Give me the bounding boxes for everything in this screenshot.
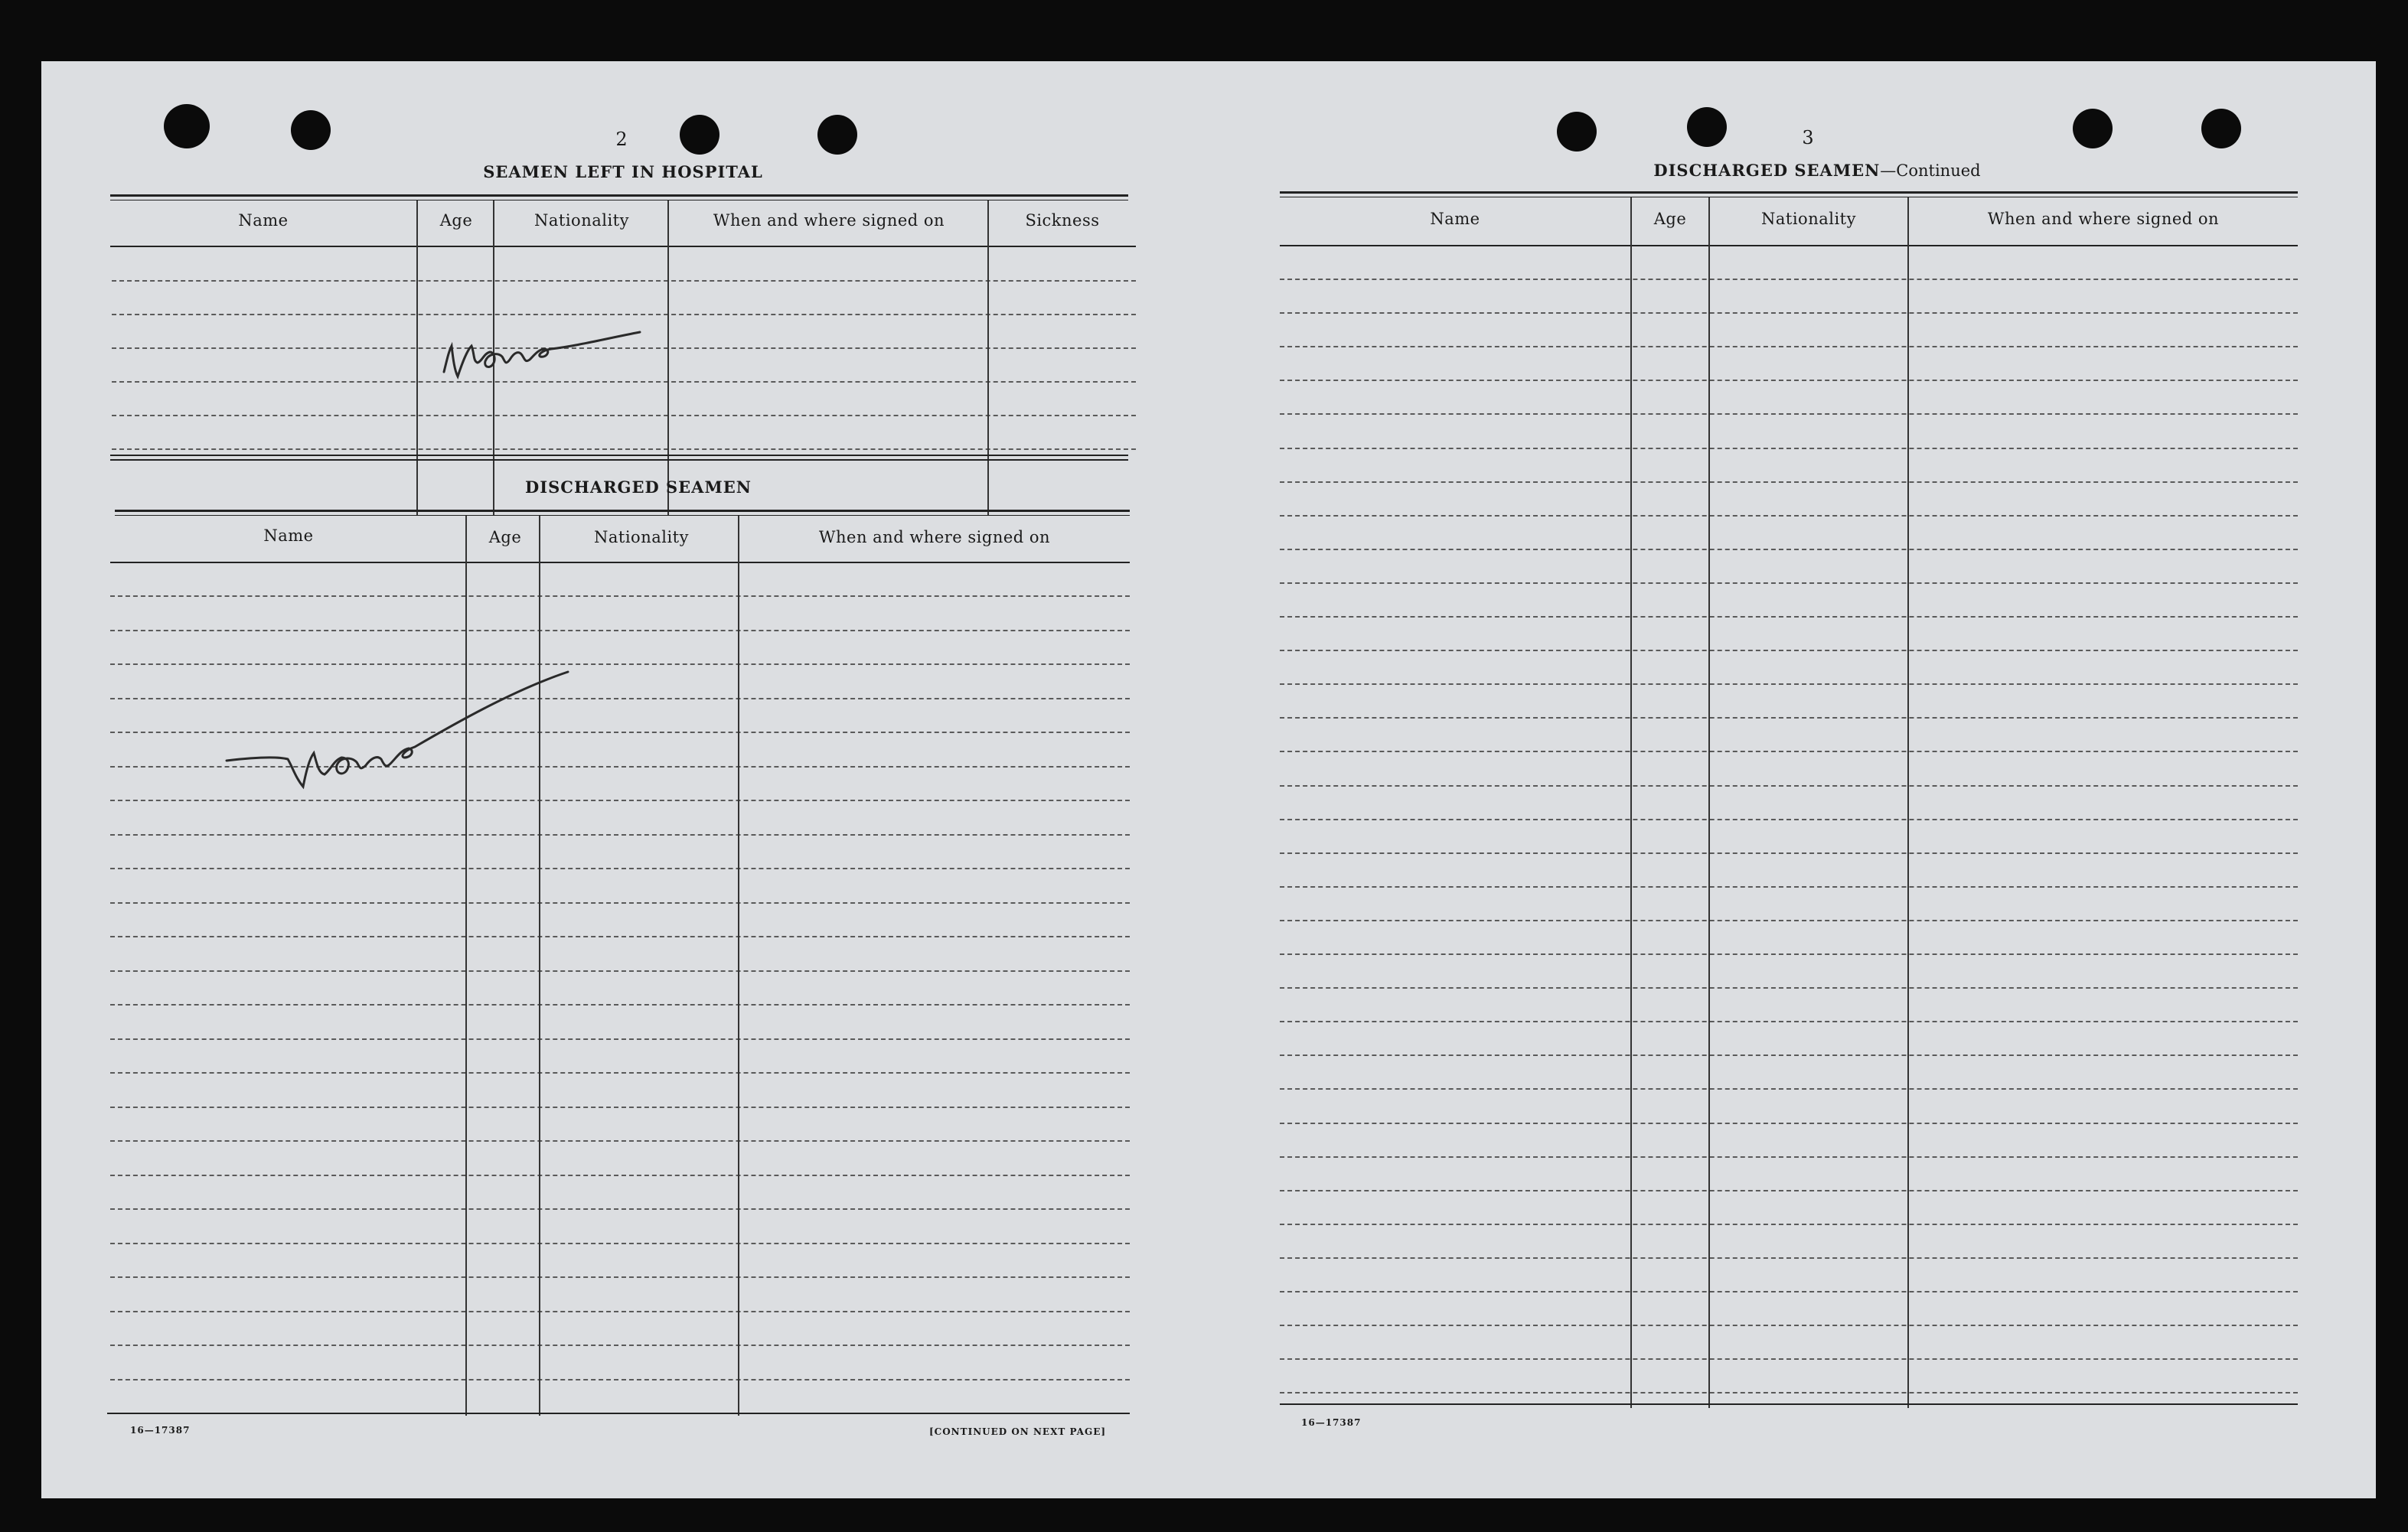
ruled-row-line <box>1280 1190 2298 1191</box>
ruled-row-line <box>1280 413 2298 415</box>
ruled-row-line <box>112 280 1136 282</box>
right-top-rule <box>1280 191 2298 194</box>
ruled-row-line <box>1280 1358 2298 1360</box>
continued-on-next-page: [CONTINUED ON NEXT PAGE] <box>929 1426 1107 1437</box>
ruled-row-line <box>112 415 1136 416</box>
punch-hole <box>817 115 857 155</box>
ruled-row-line <box>110 595 1130 597</box>
hospital-section-title: SEAMEN LEFT IN HOSPITAL <box>483 162 763 181</box>
ruled-row-line <box>110 1311 1130 1312</box>
handwritten-none-hospital <box>439 306 684 406</box>
punch-hole <box>2201 109 2241 148</box>
ruled-row-line <box>110 1004 1130 1006</box>
discharged-header-rule <box>110 562 1130 563</box>
ruled-row-line <box>110 1175 1130 1176</box>
ruled-row-line <box>1280 582 2298 584</box>
ruled-row-line <box>110 1038 1130 1040</box>
right-col-signed-on: When and where signed on <box>1987 210 2220 228</box>
ruled-row-line <box>1280 751 2298 752</box>
right-page-number: 3 <box>1802 127 1814 148</box>
hospital-col-sickness: Sickness <box>1025 211 1100 230</box>
left-page-number: 2 <box>615 129 628 150</box>
discharged-bottom-rule <box>107 1413 1130 1414</box>
right-header-rule <box>1280 245 2298 246</box>
ruled-row-line <box>1280 819 2298 820</box>
punch-hole <box>164 104 210 148</box>
ruled-row-line <box>112 448 1136 450</box>
ruled-row-line <box>110 1345 1130 1346</box>
ruled-row-line <box>1280 279 2298 280</box>
discharged-col-name: Name <box>263 526 314 545</box>
ruled-row-line <box>1280 987 2298 989</box>
ruled-row-line <box>1280 1156 2298 1158</box>
discharged-col-signed-on: When and where signed on <box>818 528 1051 546</box>
ruled-row-line <box>110 1208 1130 1210</box>
right-form-code: 16—17387 <box>1301 1417 1362 1428</box>
ruled-row-line <box>1280 1224 2298 1225</box>
ruled-row-line <box>1280 785 2298 787</box>
ruled-row-line <box>1280 346 2298 347</box>
hospital-bottom-rule <box>110 455 1128 456</box>
hospital-top-rule <box>110 194 1128 197</box>
ruled-row-line <box>1280 953 2298 955</box>
discharged-continued-title-main: DISCHARGED SEAMEN <box>1653 161 1881 180</box>
ruled-row-line <box>1280 1291 2298 1292</box>
ruled-row-line <box>110 630 1130 631</box>
discharged-continued-title <box>1534 161 2100 180</box>
ruled-row-line <box>1280 1123 2298 1124</box>
ruled-row-line <box>1280 549 2298 550</box>
ruled-row-line <box>110 1140 1130 1142</box>
discharged-col-age: Age <box>488 528 522 546</box>
ruled-row-line <box>110 1243 1130 1244</box>
ruled-row-line <box>110 970 1130 972</box>
punch-hole <box>1557 112 1597 152</box>
ruled-row-line <box>110 1276 1130 1278</box>
hospital-col-nationality: Nationality <box>534 211 629 230</box>
handwritten-none-discharged <box>222 637 574 820</box>
ruled-row-line <box>1280 1088 2298 1090</box>
punch-hole <box>680 115 719 155</box>
hospital-col-signed-on: When and where signed on <box>713 211 945 230</box>
ruled-row-line <box>1280 1392 2298 1393</box>
hospital-header-rule <box>110 246 1136 247</box>
ruled-row-line <box>1280 683 2298 685</box>
hospital-col-name: Name <box>238 211 289 230</box>
right-col-name: Name <box>1430 210 1480 228</box>
hospital-col-age: Age <box>439 211 473 230</box>
ruled-row-line <box>1280 380 2298 381</box>
ruled-row-line <box>1280 886 2298 888</box>
ruled-row-line <box>1280 1325 2298 1326</box>
ruled-row-line <box>1280 650 2298 651</box>
ruled-row-line <box>1280 920 2298 921</box>
ruled-row-line <box>110 1072 1130 1074</box>
ruled-row-line <box>1280 312 2298 314</box>
ruled-row-line <box>1280 448 2298 449</box>
ruled-row-line <box>1280 1054 2298 1056</box>
punch-hole <box>1687 107 1727 147</box>
right-bottom-rule <box>1280 1403 2298 1405</box>
ruled-row-line <box>110 902 1130 904</box>
ruled-row-line <box>110 1107 1130 1108</box>
punch-hole <box>291 110 331 150</box>
ruled-row-line <box>110 834 1130 836</box>
punch-hole <box>2073 109 2113 148</box>
discharged-section-title: DISCHARGED SEAMEN <box>525 478 752 497</box>
right-col-nationality: Nationality <box>1761 210 1856 228</box>
discharged-top-rule <box>115 510 1130 512</box>
ruled-row-line <box>110 868 1130 869</box>
discharged-col-nationality: Nationality <box>594 528 689 546</box>
left-form-code: 16—17387 <box>130 1425 191 1436</box>
ruled-row-line <box>1280 481 2298 483</box>
ruled-row-line <box>1280 616 2298 618</box>
ruled-row-line <box>110 936 1130 937</box>
ruled-row-line <box>1280 515 2298 517</box>
discharged-continued-suffix: —Continued <box>1880 161 1981 180</box>
ruled-row-line <box>110 1379 1130 1380</box>
ruled-row-line <box>1280 1021 2298 1022</box>
ruled-row-line <box>1280 1257 2298 1259</box>
ruled-row-line <box>1280 852 2298 854</box>
ruled-row-line <box>1280 717 2298 719</box>
right-col-age: Age <box>1653 210 1687 228</box>
ledger-sheet <box>41 61 2376 1498</box>
